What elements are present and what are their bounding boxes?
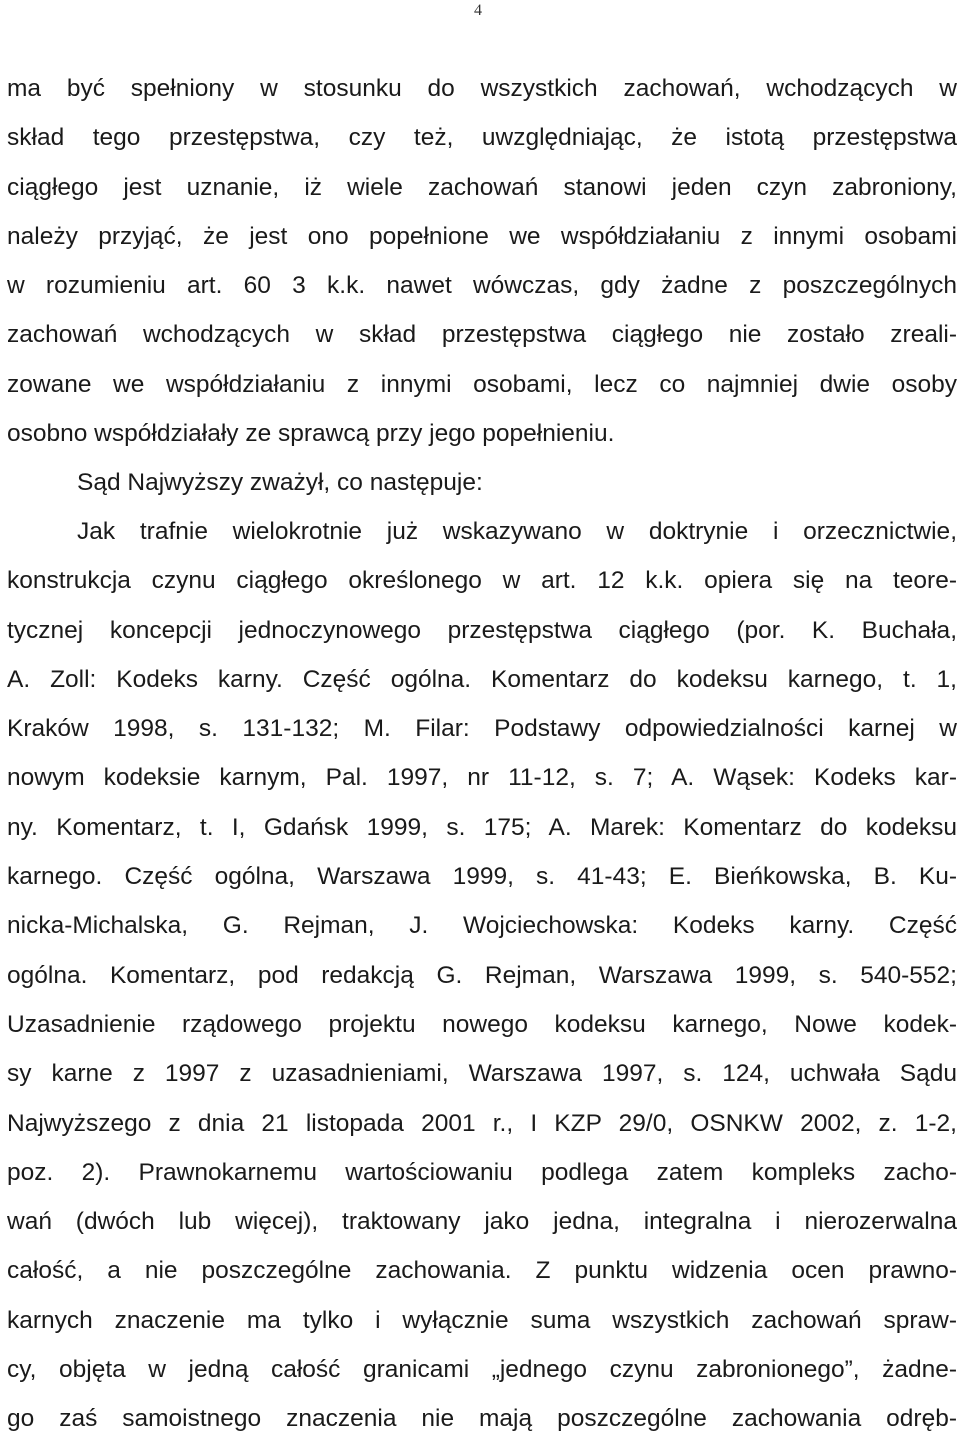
text-line: nowym kodeksie karnym, Pal. 1997, nr 11-12, s. 7; A. Wąsek: Kodeks kar- — [7, 764, 957, 792]
text-line: ny. Komentarz, t. I, Gdańsk 1999, s. 175; A. Marek: Komentarz do kodeksu — [7, 813, 957, 841]
text-line: Najwyższego z dnia 21 listopada 2001 r., I KZP 29/0, OSNKW 2002, z. 1-2, — [7, 1109, 957, 1137]
paragraph-3 — [7, 507, 957, 1444]
text-line: ciągłego jest uznanie, iż wiele zachowań stanowi jeden czyn zabroniony, — [7, 173, 957, 201]
text-line: wań (dwóch lub więcej), traktowany jako jedna, integralna i nierozerwalna — [7, 1208, 957, 1236]
section-heading: Sąd Najwyższy zważył, co następuje: — [77, 469, 483, 496]
text-line: ogólna. Komentarz, pod redakcją G. Rejman, Warszawa 1999, s. 540-552; — [7, 961, 957, 989]
text-line: ma być spełniony w stosunku do wszystkich zachowań, wchodzących w — [7, 75, 957, 102]
text-line: sy karne z 1997 z uzasadnieniami, Warszawa 1997, s. 124, uchwała Sądu — [7, 1060, 957, 1088]
paragraph-1 — [7, 64, 957, 458]
text-line: cy, objęta w jedną całość granicami „jednego czynu zabronionego”, żadne- — [7, 1356, 957, 1384]
text-line: należy przyjąć, że jest ono popełnione we współdziałaniu z innymi osobami — [7, 222, 957, 250]
text-line: A. Zoll: Kodeks karny. Część ogólna. Komentarz do kodeksu karnego, t. 1, — [7, 665, 957, 693]
text-line: karnego. Część ogólna, Warszawa 1999, s. 41-43; E. Bieńkowska, B. Ku- — [7, 863, 957, 891]
text-line: zachowań wchodzących w skład przestępstwa ciągłego nie zostało zreali- — [7, 321, 957, 349]
text-line: osobno współdziałały ze sprawcą przy jego popełnieniu. — [7, 420, 615, 448]
text-line: poz. 2). Prawnokarnemu wartościowaniu podlega zatem kompleks zacho- — [7, 1158, 957, 1186]
text-line: go zaś samoistnego znaczenia nie mają poszczególne zachowania odręb- — [7, 1405, 957, 1433]
paragraph-2 — [7, 458, 957, 507]
text-line: Jak trafnie wielokrotnie już wskazywano w doktrynie i orzecznictwie, — [77, 518, 957, 545]
text-line: tycznej koncepcji jednoczynowego przestępstwa ciągłego (por. K. Buchała, — [7, 616, 957, 644]
text-line: skład tego przestępstwa, czy też, uwzględniając, że istotą przestępstwa — [7, 124, 957, 152]
page-number: 4 — [474, 2, 482, 19]
text-line: konstrukcja czynu ciągłego określonego w art. 12 k.k. opiera się na teore- — [7, 567, 957, 595]
text-line: w rozumieniu art. 60 3 k.k. nawet wówczas, gdy żadne z poszczególnych — [7, 272, 957, 300]
text-line: Kraków 1998, s. 131-132; M. Filar: Podstawy odpowiedzialności karnej w — [7, 715, 957, 743]
text-line: nicka-Michalska, G. Rejman, J. Wojciechowska: Kodeks karny. Część — [7, 912, 957, 940]
text-line: całość, a nie poszczególne zachowania. Z punktu widzenia ocen prawno- — [7, 1257, 957, 1285]
text-line: karnych znaczenie ma tylko i wyłącznie suma wszystkich zachowań spraw- — [7, 1306, 957, 1334]
text-line: Uzasadnienie rządowego projektu nowego kodeksu karnego, Nowe kodek- — [7, 1010, 957, 1038]
text-line: zowane we współdziałaniu z innymi osobami, lecz co najmniej dwie osoby — [7, 370, 957, 398]
